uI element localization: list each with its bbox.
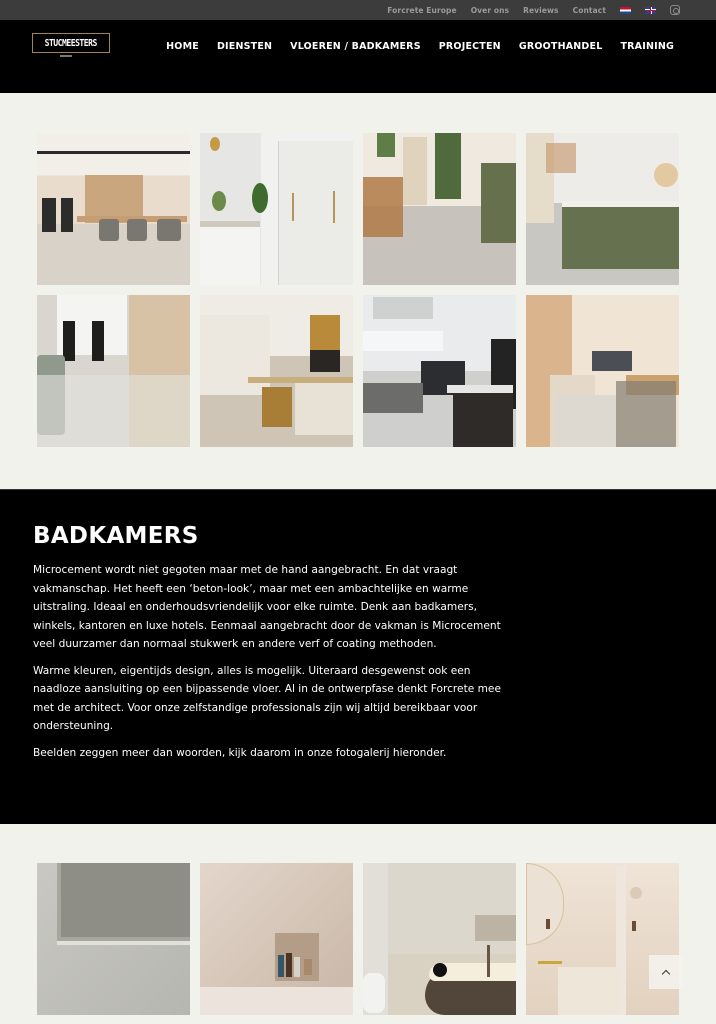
nav-item-home[interactable]: HOME: [166, 41, 199, 52]
section-paragraph: Beelden zeggen meer dan woorden, kijk daarom in onze fotogalerij hieronder.: [33, 746, 447, 759]
badkamers-section: [0, 489, 716, 824]
topbar-link-reviews[interactable]: Reviews: [523, 5, 559, 15]
gallery-image[interactable]: [37, 295, 190, 447]
section-paragraph: Warme kleuren, eigentijds design, alles is mogelijk. Uiteraard desgewenst ook een naadloze aansluiting op een bijpassende vloer. Al in de ontwerpfase denkt Forcrete mee met de architect. Voor onze zelfstandige professionals zijn wij altijd bereikbaar voor ondersteuning.: [33, 664, 501, 732]
chevron-up-icon: [662, 969, 670, 977]
section-title: BADKAMERS: [33, 523, 199, 549]
gallery-bottom: [37, 863, 679, 1015]
nav-item-diensten[interactable]: DIENSTEN: [216, 41, 273, 52]
gallery-top: [37, 133, 679, 447]
gallery-image[interactable]: [200, 863, 353, 1015]
topbar-link-forcrete-europe[interactable]: Forcrete Europe: [387, 5, 457, 15]
gallery-image[interactable]: [526, 863, 679, 1015]
gallery-image[interactable]: [37, 133, 190, 285]
top-bar-links: [373, 0, 680, 20]
gallery-image[interactable]: [363, 863, 516, 1015]
section-paragraph: Microcement wordt niet gegoten maar met de hand aangebracht. En dat vraagt vakmanschap. Het heeft een ‘beton-look’, maar met een ambachtelijke en warme uitstraling. Ideaal en onderhoudsvriendelijk voor elke ruimte. Denk aan badkamers, winkels, kantoren en luxe hotels. Eenmaal aangebracht door de vakman is Microcement veel duurzamer dan normaal stukwerk en andere verf of coating methoden.: [33, 564, 501, 650]
main-header: [0, 20, 716, 93]
gallery-image[interactable]: [363, 295, 516, 447]
scroll-to-top-button[interactable]: [649, 955, 683, 989]
gallery-image[interactable]: [363, 133, 516, 285]
main-nav: [148, 41, 674, 52]
gallery-image[interactable]: [526, 133, 679, 285]
topbar-link-over-ons[interactable]: Over ons: [470, 5, 510, 15]
instagram-icon[interactable]: [670, 5, 680, 15]
topbar-link-contact[interactable]: Contact: [572, 5, 606, 15]
logo-text: STUCMEESTERS: [44, 37, 98, 49]
flag-uk-icon[interactable]: [645, 7, 656, 14]
nav-item-groothandel[interactable]: GROOTHANDEL: [518, 41, 603, 52]
logo-underline: [60, 55, 72, 57]
gallery-image[interactable]: [526, 295, 679, 447]
section-body: [33, 561, 503, 770]
nav-item-training[interactable]: TRAINING: [620, 41, 674, 52]
nav-item-projecten[interactable]: PROJECTEN: [438, 41, 501, 52]
gallery-image[interactable]: [37, 863, 190, 1015]
logo[interactable]: [32, 33, 110, 53]
top-bar: [0, 0, 716, 20]
flag-netherlands-icon[interactable]: [620, 7, 631, 14]
gallery-image[interactable]: [200, 295, 353, 447]
gallery-image[interactable]: [200, 133, 353, 285]
nav-item-vloeren-badkamers[interactable]: VLOEREN / BADKAMERS: [290, 41, 421, 52]
